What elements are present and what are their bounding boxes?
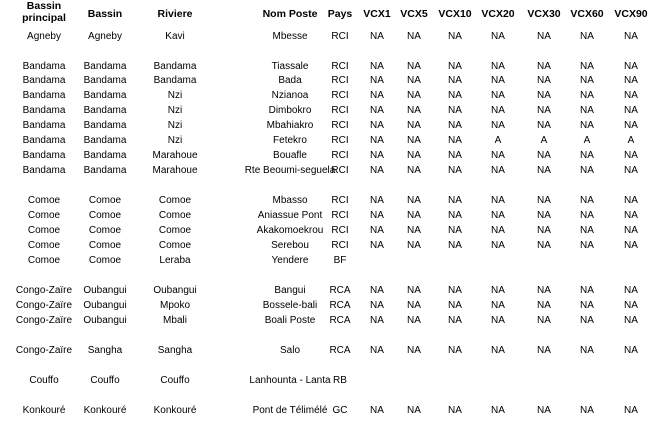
column-header-vcx30: VCX30	[527, 8, 561, 20]
table-cell-nom_poste: Salo	[279, 345, 301, 356]
table-cell-vcx30: NA	[537, 75, 551, 86]
table-cell-vcx60: NA	[580, 195, 594, 206]
table-cell-bassin: Agneby	[88, 31, 122, 42]
table-cell-vcx1: NA	[370, 315, 384, 326]
table-cell-vcx1: NA	[370, 135, 384, 146]
table-cell-vcx90: A	[627, 135, 635, 146]
table-cell-vcx1: NA	[370, 61, 384, 72]
table-cell-vcx5: NA	[407, 195, 421, 206]
table-cell-bassin: Bandama	[83, 61, 127, 72]
table-cell-pays: RCI	[331, 240, 349, 251]
table-cell-vcx60: NA	[580, 300, 594, 311]
table-cell-riviere: Nzi	[167, 120, 183, 131]
table-cell-vcx5: NA	[407, 75, 421, 86]
table-cell-vcx90: NA	[624, 285, 638, 296]
table-cell-riviere: Sangha	[157, 345, 193, 356]
table-cell-bassin_principal: Comoe	[27, 195, 61, 206]
column-header-vcx90: VCX90	[614, 8, 648, 20]
table-cell-bassin_principal: Congo-Zaïre	[15, 345, 73, 356]
table-cell-vcx10: NA	[448, 285, 462, 296]
table-cell-nom_poste: Dimbokro	[268, 105, 312, 116]
table-cell-riviere: Marahoue	[152, 150, 198, 161]
table-cell-bassin: Comoe	[88, 255, 122, 266]
table-cell-pays: RCI	[331, 150, 349, 161]
table-cell-vcx90: NA	[624, 405, 638, 416]
table-cell-vcx60: NA	[580, 405, 594, 416]
table-cell-nom_poste: Mbahiakro	[266, 120, 314, 131]
table-cell-vcx20: NA	[491, 120, 505, 131]
table-cell-vcx90: NA	[624, 165, 638, 176]
table-cell-vcx1: NA	[370, 225, 384, 236]
table-cell-vcx60: NA	[580, 315, 594, 326]
table-cell-vcx30: NA	[537, 195, 551, 206]
table-cell-pays: GC	[332, 405, 348, 416]
table-cell-nom_poste: Bada	[278, 75, 302, 86]
table-cell-vcx30: NA	[537, 315, 551, 326]
table-cell-pays: RCI	[331, 61, 349, 72]
table-cell-vcx30: NA	[537, 90, 551, 101]
table-cell-vcx5: NA	[407, 105, 421, 116]
table-cell-bassin_principal: Bandama	[22, 150, 66, 161]
table-cell-vcx60: NA	[580, 345, 594, 356]
table-cell-vcx1: NA	[370, 300, 384, 311]
table-cell-vcx10: NA	[448, 240, 462, 251]
table-cell-vcx60: NA	[580, 285, 594, 296]
table-cell-bassin: Bandama	[83, 150, 127, 161]
table-cell-pays: RCI	[331, 105, 349, 116]
table-cell-bassin: Bandama	[83, 105, 127, 116]
table-cell-riviere: Bandama	[153, 75, 197, 86]
table-cell-pays: RCI	[331, 75, 349, 86]
table-cell-bassin_principal: Bandama	[22, 135, 66, 146]
table-cell-pays: BF	[333, 255, 347, 266]
table-cell-bassin: Comoe	[88, 240, 122, 251]
table-cell-pays: RCA	[329, 315, 351, 326]
table-cell-vcx90: NA	[624, 300, 638, 311]
table-cell-vcx10: NA	[448, 165, 462, 176]
table-cell-nom_poste: Yendere	[271, 255, 309, 266]
table-cell-pays: RCI	[331, 210, 349, 221]
table-cell-vcx30: NA	[537, 31, 551, 42]
table-cell-vcx20: NA	[491, 300, 505, 311]
table-cell-bassin: Comoe	[88, 210, 122, 221]
table-cell-bassin_principal: Couffo	[29, 375, 59, 386]
table-cell-vcx5: NA	[407, 135, 421, 146]
table-cell-riviere: Mbali	[163, 315, 187, 326]
table-cell-vcx10: NA	[448, 105, 462, 116]
table-cell-riviere: Oubangui	[153, 285, 197, 296]
table-cell-vcx1: NA	[370, 90, 384, 101]
table-cell-vcx20: NA	[491, 285, 505, 296]
table-cell-bassin_principal: Congo-Zaïre	[15, 285, 73, 296]
table-cell-vcx90: NA	[624, 61, 638, 72]
table-cell-nom_poste: Tiassale	[271, 61, 309, 72]
table-cell-vcx30: NA	[537, 225, 551, 236]
table-cell-nom_poste: Serebou	[271, 240, 309, 251]
column-header-bassin_principal-line1: Bassin	[26, 0, 62, 12]
table-cell-bassin_principal: Congo-Zaïre	[15, 300, 73, 311]
table-cell-nom_poste: Aniassue Pont	[257, 210, 323, 221]
table-cell-bassin_principal: Comoe	[27, 225, 61, 236]
table-cell-vcx30: NA	[537, 150, 551, 161]
table-cell-nom_poste: Boali Poste	[264, 315, 316, 326]
table-cell-bassin_principal: Bandama	[22, 105, 66, 116]
table-cell-vcx20: NA	[491, 90, 505, 101]
table-cell-pays: RB	[333, 375, 347, 386]
table-cell-bassin_principal: Bandama	[22, 61, 66, 72]
table-cell-vcx1: NA	[370, 165, 384, 176]
table-cell-vcx90: NA	[624, 120, 638, 131]
table-cell-vcx30: NA	[537, 105, 551, 116]
table-cell-vcx5: NA	[407, 300, 421, 311]
table-cell-pays: RCI	[331, 31, 349, 42]
table-cell-vcx60: NA	[580, 75, 594, 86]
table-cell-nom_poste: Fetekro	[273, 135, 307, 146]
table-cell-vcx1: NA	[370, 240, 384, 251]
table-cell-vcx90: NA	[624, 240, 638, 251]
table-cell-vcx90: NA	[624, 210, 638, 221]
table-cell-vcx10: NA	[448, 61, 462, 72]
table-cell-riviere: Leraba	[159, 255, 191, 266]
table-cell-vcx5: NA	[407, 210, 421, 221]
table-cell-pays: RCA	[329, 285, 351, 296]
table-cell-vcx10: NA	[448, 135, 462, 146]
table-cell-vcx10: NA	[448, 120, 462, 131]
table-cell-bassin: Bandama	[83, 120, 127, 131]
table-cell-vcx30: NA	[537, 165, 551, 176]
table-cell-riviere: Comoe	[158, 240, 192, 251]
table-cell-bassin_principal: Konkouré	[22, 405, 66, 416]
table-cell-vcx1: NA	[370, 195, 384, 206]
table-cell-pays: RCI	[331, 195, 349, 206]
table-cell-vcx30: NA	[537, 300, 551, 311]
table-cell-vcx1: NA	[370, 75, 384, 86]
table-cell-bassin_principal: Bandama	[22, 75, 66, 86]
table-cell-riviere: Comoe	[158, 210, 192, 221]
table-cell-bassin: Sangha	[87, 345, 123, 356]
table-cell-vcx5: NA	[407, 315, 421, 326]
table-cell-vcx60: NA	[580, 61, 594, 72]
table-cell-vcx60: NA	[580, 90, 594, 101]
table-cell-vcx5: NA	[407, 31, 421, 42]
table-cell-bassin_principal: Bandama	[22, 165, 66, 176]
column-header-vcx10: VCX10	[438, 8, 472, 20]
table-cell-vcx90: NA	[624, 315, 638, 326]
table-cell-nom_poste: Mbesse	[272, 31, 308, 42]
table-cell-bassin: Comoe	[88, 225, 122, 236]
table-cell-bassin: Couffo	[90, 375, 120, 386]
table-cell-bassin: Bandama	[83, 90, 127, 101]
table-cell-vcx10: NA	[448, 300, 462, 311]
table-cell-vcx30: NA	[537, 61, 551, 72]
table-cell-vcx10: NA	[448, 225, 462, 236]
table-cell-pays: RCI	[331, 225, 349, 236]
table-cell-vcx20: NA	[491, 75, 505, 86]
table-cell-vcx90: NA	[624, 150, 638, 161]
table-cell-bassin: Bandama	[83, 75, 127, 86]
column-header-bassin_principal-line2: principal	[22, 12, 66, 24]
table-cell-vcx1: NA	[370, 405, 384, 416]
table-cell-vcx10: NA	[448, 90, 462, 101]
table-cell-bassin_principal: Comoe	[27, 240, 61, 251]
table-cell-vcx5: NA	[407, 240, 421, 251]
table-cell-vcx30: NA	[537, 345, 551, 356]
table-cell-vcx5: NA	[407, 285, 421, 296]
column-header-riviere: Riviere	[157, 8, 193, 20]
column-header-nom_poste: Nom Poste	[262, 8, 318, 20]
table-cell-bassin: Oubangui	[83, 300, 127, 311]
table-cell-bassin: Bandama	[83, 165, 127, 176]
table-cell-vcx90: NA	[624, 31, 638, 42]
table-cell-vcx1: NA	[370, 105, 384, 116]
table-cell-vcx60: NA	[580, 120, 594, 131]
table-cell-riviere: Mpoko	[159, 300, 191, 311]
table-cell-vcx10: NA	[448, 210, 462, 221]
table-cell-vcx5: NA	[407, 61, 421, 72]
table-cell-bassin_principal: Bandama	[22, 120, 66, 131]
table-cell-vcx5: NA	[407, 405, 421, 416]
table-cell-vcx20: NA	[491, 315, 505, 326]
table-cell-pays: RCI	[331, 165, 349, 176]
table-cell-vcx20: NA	[491, 61, 505, 72]
table-cell-vcx1: NA	[370, 31, 384, 42]
table-cell-vcx20: NA	[491, 240, 505, 251]
table-cell-vcx5: NA	[407, 150, 421, 161]
table-cell-riviere: Marahoue	[152, 165, 198, 176]
table-cell-vcx30: NA	[537, 120, 551, 131]
table-cell-bassin_principal: Congo-Zaïre	[15, 315, 73, 326]
table-cell-pays: RCA	[329, 345, 351, 356]
table-cell-vcx60: NA	[580, 105, 594, 116]
table-cell-nom_poste: Pont de Télimélé	[252, 405, 328, 416]
table-cell-vcx90: NA	[624, 75, 638, 86]
table-cell-riviere: Konkouré	[153, 405, 197, 416]
table-cell-vcx20: A	[494, 135, 502, 146]
table-cell-vcx1: NA	[370, 210, 384, 221]
table-cell-bassin: Comoe	[88, 195, 122, 206]
table-cell-vcx60: NA	[580, 240, 594, 251]
column-header-pays: Pays	[327, 8, 353, 20]
table-cell-pays: RCI	[331, 120, 349, 131]
table-cell-vcx5: NA	[407, 345, 421, 356]
table-cell-riviere: Comoe	[158, 195, 192, 206]
table-cell-vcx20: NA	[491, 105, 505, 116]
table-cell-vcx90: NA	[624, 105, 638, 116]
table-cell-bassin: Konkouré	[83, 405, 127, 416]
table-cell-nom_poste: Mbasso	[272, 195, 308, 206]
table-cell-bassin: Oubangui	[83, 315, 127, 326]
table-cell-nom_poste: Bouafle	[273, 150, 307, 161]
table-cell-vcx20: NA	[491, 195, 505, 206]
table-cell-vcx90: NA	[624, 195, 638, 206]
table-cell-vcx10: NA	[448, 195, 462, 206]
column-header-bassin: Bassin	[87, 8, 123, 20]
table-cell-vcx30: NA	[537, 210, 551, 221]
column-header-vcx60: VCX60	[570, 8, 604, 20]
table-cell-vcx60: NA	[580, 225, 594, 236]
table-cell-nom_poste: Bossele-bali	[262, 300, 318, 311]
table-cell-vcx20: NA	[491, 405, 505, 416]
table-cell-vcx5: NA	[407, 90, 421, 101]
table-cell-vcx10: NA	[448, 31, 462, 42]
table-cell-nom_poste: Lanhounta - Lanta	[249, 375, 331, 386]
table-cell-pays: RCA	[329, 300, 351, 311]
table-cell-vcx30: A	[540, 135, 548, 146]
table-cell-vcx90: NA	[624, 225, 638, 236]
table-cell-vcx20: NA	[491, 165, 505, 176]
table-cell-vcx1: NA	[370, 345, 384, 356]
table-cell-pays: RCI	[331, 90, 349, 101]
table-cell-vcx20: NA	[491, 345, 505, 356]
table-cell-vcx90: NA	[624, 345, 638, 356]
table-cell-bassin_principal: Comoe	[27, 255, 61, 266]
table-cell-vcx10: NA	[448, 405, 462, 416]
table-cell-nom_poste: Bangui	[274, 285, 306, 296]
table-cell-riviere: Kavi	[165, 31, 185, 42]
table-cell-vcx90: NA	[624, 90, 638, 101]
table-cell-riviere: Nzi	[167, 135, 183, 146]
table-cell-vcx1: NA	[370, 150, 384, 161]
table-cell-vcx5: NA	[407, 225, 421, 236]
table-cell-vcx30: NA	[537, 285, 551, 296]
column-header-vcx1: VCX1	[363, 8, 391, 20]
table-cell-vcx10: NA	[448, 315, 462, 326]
table-cell-vcx60: NA	[580, 31, 594, 42]
table-cell-bassin_principal: Comoe	[27, 210, 61, 221]
table-cell-vcx60: NA	[580, 150, 594, 161]
table-cell-vcx30: NA	[537, 405, 551, 416]
table-cell-vcx60: A	[583, 135, 591, 146]
table-cell-riviere: Bandama	[153, 61, 197, 72]
table-cell-vcx60: NA	[580, 165, 594, 176]
table-cell-vcx10: NA	[448, 345, 462, 356]
table-cell-riviere: Nzi	[167, 90, 183, 101]
table-cell-vcx20: NA	[491, 210, 505, 221]
table-cell-riviere: Couffo	[160, 375, 190, 386]
table-cell-vcx1: NA	[370, 285, 384, 296]
table-cell-vcx20: NA	[491, 150, 505, 161]
table-cell-bassin_principal: Agneby	[27, 31, 61, 42]
table-cell-vcx30: NA	[537, 240, 551, 251]
table-cell-bassin_principal: Bandama	[22, 90, 66, 101]
table-cell-vcx5: NA	[407, 120, 421, 131]
table-cell-nom_poste: Nzianoa	[271, 90, 309, 101]
table-cell-vcx20: NA	[491, 31, 505, 42]
table-cell-nom_poste: Akakomoekrou	[256, 225, 324, 236]
table-cell-riviere: Comoe	[158, 225, 192, 236]
table-cell-vcx10: NA	[448, 150, 462, 161]
table-cell-vcx10: NA	[448, 75, 462, 86]
table-cell-vcx1: NA	[370, 120, 384, 131]
table-cell-vcx5: NA	[407, 165, 421, 176]
table-cell-vcx60: NA	[580, 210, 594, 221]
column-header-vcx20: VCX20	[481, 8, 515, 20]
column-header-vcx5: VCX5	[400, 8, 428, 20]
table-cell-bassin: Oubangui	[83, 285, 127, 296]
table-cell-vcx20: NA	[491, 225, 505, 236]
table-cell-nom_poste: Rte Beoumi-seguela	[244, 165, 336, 176]
table-cell-pays: RCI	[331, 135, 349, 146]
table-cell-bassin: Bandama	[83, 135, 127, 146]
table-cell-riviere: Nzi	[167, 105, 183, 116]
